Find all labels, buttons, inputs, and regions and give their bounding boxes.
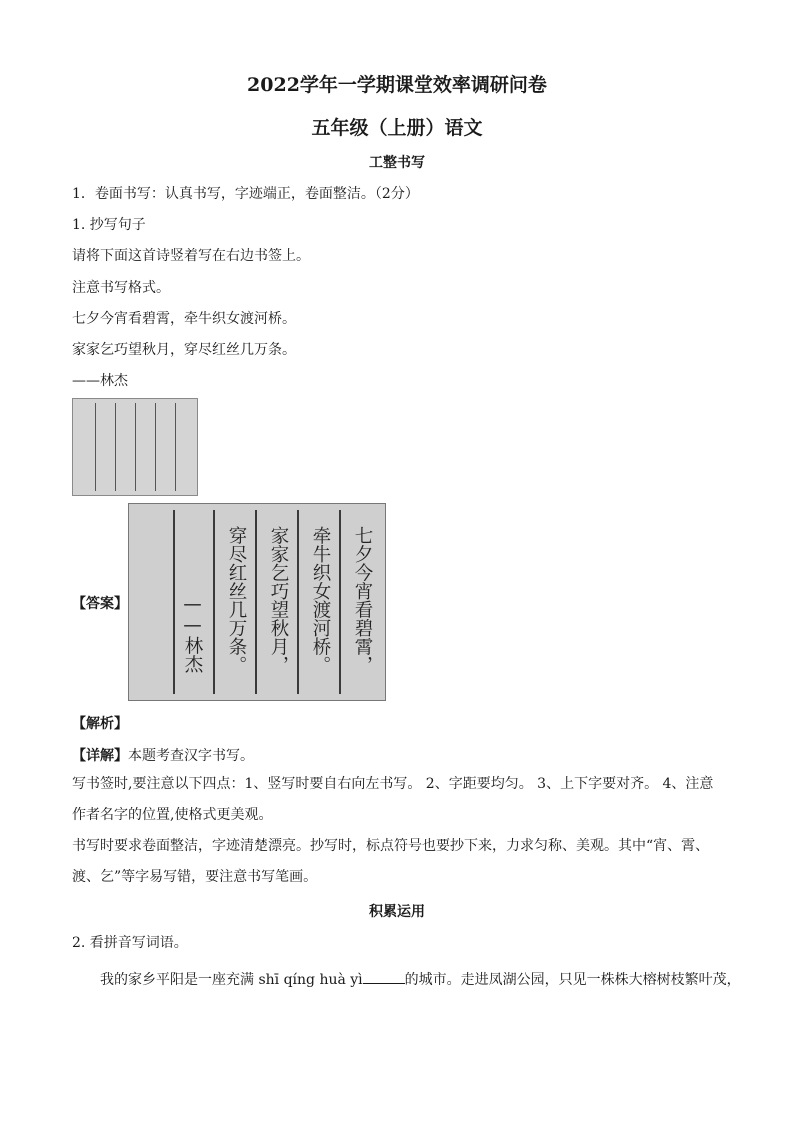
instruction-line-2: 注意书写格式。 [72,280,170,296]
answer-blank[interactable] [363,969,405,984]
answer-column-author: ——林杰 [182,594,203,673]
sentence-part-a: 我的家乡平阳是一座充满 shī qíng huà yì [100,972,363,988]
answer-column-1: 七夕今宵看碧霄， [352,526,373,674]
question-2-sentence [100,969,741,989]
poem-author: ——林杰 [72,373,128,389]
analysis-paragraph-2: 书写时要求卷面整洁，字迹清楚漂亮。抄写时，标点符号也要抄下来，力求匀称、美观。其中“宵、霄、渡、乞”等字易写错，要注意书写笔画。 [72,838,710,885]
analysis-label: 【解析】 [72,716,128,732]
question-2: 2. 看拼音写词语。 [72,935,188,951]
poem-line-2: 家家乞巧望秋月，穿尽红丝几万条。 [72,342,296,358]
analysis-paragraph-1: 写书签时,要注意以下四点：1、竖写时要自右向左书写。 2、字距要均匀。 3、上下字要对齐。 4、注意作者名字的位置,使格式更美观。 [72,776,714,823]
instruction-line-1: 请将下面这首诗竖着写在右边书签上。 [72,248,310,264]
answer-column-3: 家家乞巧望秋月， [268,526,289,674]
section-heading-accumulation: 积累运用 [369,904,425,920]
blank-bookmark-image [72,398,198,496]
page-title: 2022学年一学期课堂效率调研问卷 [247,74,547,96]
detail-text: 本题考查汉字书写。 [128,748,254,764]
answer-bookmark-image [128,503,386,701]
page-subtitle: 五年级（上册）语文 [311,117,483,139]
question-1: 1．卷面书写：认真书写，字迹端正，卷面整洁。（2分） [72,186,419,202]
answer-column-4: 穿尽红丝几万条。 [226,526,247,674]
question-1-sub: 1. 抄写句子 [72,217,146,233]
section-heading-writing: 工整书写 [369,155,425,171]
detail-tag: 【详解】 [72,748,128,764]
detail-line [72,745,254,765]
answer-column-2: 牵牛织女渡河桥。 [310,526,331,674]
sentence-part-b: 的城市。走进凤湖公园，只见一株株大榕树枝繁叶茂， [404,972,741,988]
poem-line-1: 七夕今宵看碧霄，牵牛织女渡河桥。 [72,311,296,327]
answer-label: 【答案】 [72,596,128,612]
